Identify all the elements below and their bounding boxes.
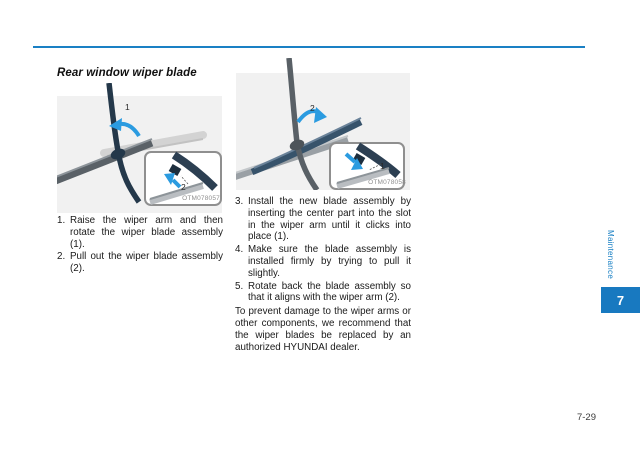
step-text: Make sure the blade assembly is installed firmly by trying to pull it slightly. [248, 244, 411, 279]
steps-left-column [57, 215, 223, 276]
figure-watermark: OTM078058 [368, 179, 406, 186]
step-text: Rotate back the blade assembly so that it aligns with the wiper arm (2). [248, 280, 411, 304]
step-number: 3. [235, 196, 244, 207]
step-item [235, 281, 411, 305]
figure-wiper-removal [57, 83, 222, 213]
chapter-label-vertical: Maintenance [606, 230, 615, 280]
step-item [57, 215, 223, 250]
figure-callout: 2 [310, 103, 315, 113]
chapter-number-tab: 7 [601, 287, 640, 313]
figure-wiper-installation [236, 58, 410, 190]
step-number: 5. [235, 280, 244, 292]
step-text: Pull out the wiper blade assembly (2). [70, 251, 223, 275]
advisory-note: To prevent damage to the wiper arms or other components, we recommend that the wiper blades be replaced by an authorized HYUNDAI dealer. [235, 306, 411, 353]
step-text: Raise the wiper arm and then rotate the wiper blade assembly (1). [70, 215, 223, 250]
figure-watermark: OTM078057 [182, 195, 220, 202]
step-item [235, 244, 411, 279]
figure-inset-callout: 2 [181, 182, 186, 192]
step-number: 2. [57, 251, 66, 263]
step-number: 1. [57, 215, 66, 226]
page-title: Rear window wiper blade [57, 67, 197, 79]
steps-right-column [235, 196, 411, 353]
wiper-removal-illustration [57, 83, 222, 213]
step-text: Install the new blade assembly by inserting the center part into the slot in the wiper arm until it clicks into place (1). [248, 196, 411, 243]
step-item [57, 251, 223, 275]
page-number: 7-29 [576, 412, 596, 423]
header-rule [33, 46, 585, 48]
step-number: 4. [235, 244, 244, 256]
step-item [235, 196, 411, 243]
figure-inset-callout: 1 [380, 161, 385, 171]
figure-callout: 1 [125, 102, 130, 112]
